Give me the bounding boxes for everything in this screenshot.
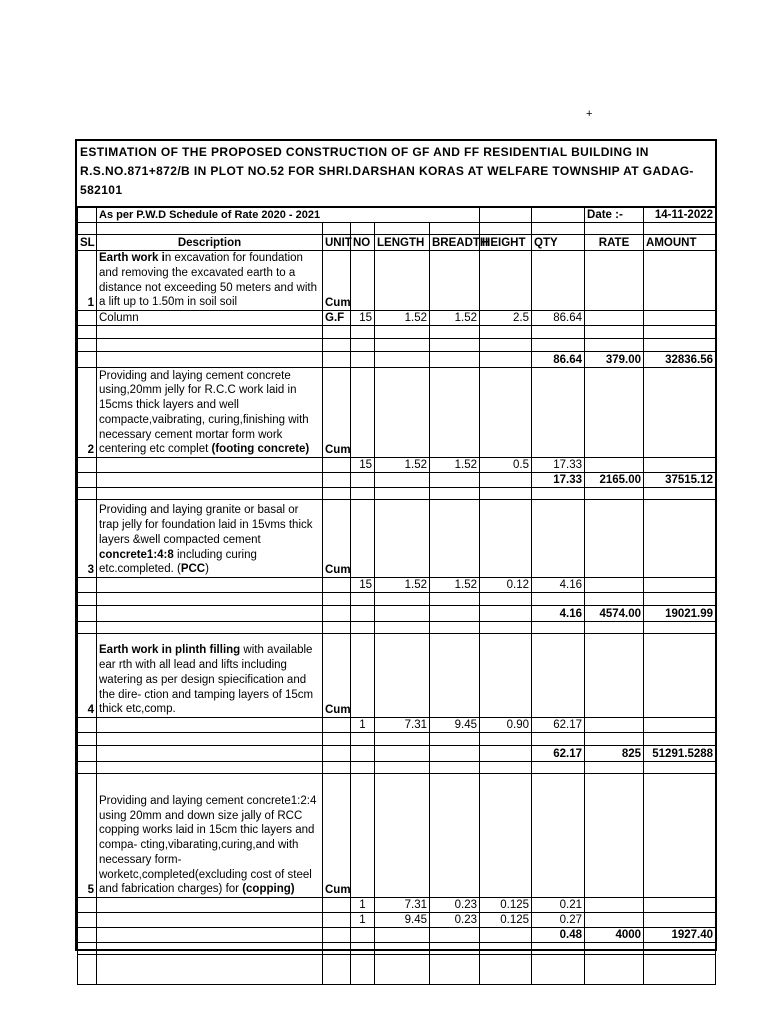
item-5-qty-1: 0.21 — [532, 898, 585, 913]
item-2-no: 15 — [351, 458, 375, 473]
item-2-desc-text: Providing and laying cement concrete using,20mm jelly for R.C.C work laid in 15cms thick layers and well compacte,vaibrating, curing,finishing with necessary cement mortar form work centering etc complet — [99, 369, 309, 456]
item-2-total-row — [78, 473, 716, 488]
item-3-no: 15 — [351, 578, 375, 593]
item-4-desc-text: with available ear rth with all lead and lifts including watering as per design spiecification and the dire- ction and tamping layers of 15cm thick etc,comp. — [99, 644, 314, 716]
item-5-breadth-1: 0.23 — [430, 898, 480, 913]
item-5-height-2: 0.125 — [480, 913, 532, 928]
item-3-total-qty: 4.16 — [532, 606, 585, 622]
item-5-description — [97, 774, 323, 898]
header-qty: QTY — [532, 235, 585, 251]
header-rate: RATE — [585, 235, 644, 251]
item-3-qty: 4.16 — [532, 578, 585, 593]
item-3-amount: 19021.99 — [644, 606, 716, 622]
item-3-breadth: 1.52 — [430, 578, 480, 593]
item-2-description — [97, 368, 323, 458]
item-4-total-row — [78, 746, 716, 762]
item-4-desc-bold: Earth work in plinth filling — [99, 644, 241, 657]
item-5-total-row — [78, 928, 716, 943]
item-2-unit: Cum — [323, 368, 351, 458]
item-1-desc-bold: Earth work i — [99, 252, 165, 265]
item-2-total-qty: 17.33 — [532, 473, 585, 488]
item-5-measure-row-1 — [78, 898, 716, 913]
item-4-length: 7.31 — [375, 718, 430, 733]
header-description: Description — [97, 235, 323, 251]
item-5-length-2: 9.45 — [375, 913, 430, 928]
plus-mark: + — [586, 108, 593, 120]
header-height: HEIGHT — [480, 235, 532, 251]
item-1-total-row — [78, 352, 716, 368]
estimate-table — [77, 207, 716, 985]
item-4-measure-row — [78, 718, 716, 733]
item-3-unit: Cum — [323, 500, 351, 578]
item-2-desc-bold: (footing concrete) — [211, 443, 310, 456]
item-5-measure-row-2 — [78, 913, 716, 928]
item-5-no-1: 1 — [351, 898, 375, 913]
item-4-breadth: 9.45 — [430, 718, 480, 733]
item-1-measure-row — [78, 311, 716, 326]
estimate-sheet — [75, 139, 717, 951]
item-3-desc-close: ) — [205, 563, 209, 576]
item-2-qty: 17.33 — [532, 458, 585, 473]
item-3-rate: 4574.00 — [585, 606, 644, 622]
item-1-sub-label: Column — [97, 311, 323, 326]
item-3-desc-bold-mix: concrete1:4:8 — [99, 548, 174, 561]
item-5-breadth-2: 0.23 — [430, 913, 480, 928]
item-2-rate: 2165.00 — [585, 473, 644, 488]
item-3-row — [78, 500, 716, 578]
item-2-amount: 37515.12 — [644, 473, 716, 488]
item-3-desc-bold-pcc: PCC — [180, 563, 206, 576]
item-2-measure-row — [78, 458, 716, 473]
header-length: LENGTH — [375, 235, 430, 251]
item-4-description — [97, 634, 323, 718]
item-4-no: 1 — [351, 718, 375, 733]
item-4-unit: Cum — [323, 634, 351, 718]
item-2-row — [78, 368, 716, 458]
item-3-length: 1.52 — [375, 578, 430, 593]
item-4-amount: 51291.5288 — [644, 746, 716, 762]
header-breadth: BREADTH — [430, 235, 480, 251]
item-5-row — [78, 774, 716, 898]
item-5-total-qty: 0.48 — [532, 928, 585, 943]
item-4-total-qty: 62.17 — [532, 746, 585, 762]
header-unit: UNIT — [323, 235, 351, 251]
item-1-desc-text: n excavation for foundation and removing the excavated earth to a distance not exceeding 50 meters and with a lift up to 1.50m in soil soil — [99, 252, 317, 309]
item-4-row — [78, 634, 716, 718]
item-5-height-1: 0.125 — [480, 898, 532, 913]
item-5-sl: 5 — [78, 774, 97, 898]
item-1-height: 2.5 — [480, 311, 532, 326]
date-value: 14-11-2022 — [644, 208, 716, 223]
header-amount: AMOUNT — [644, 235, 716, 251]
item-2-breadth: 1.52 — [430, 458, 480, 473]
item-3-desc-text: Providing and laying granite or basal or trap jelly for foundation laid in 15vms thick layers &well compacted cement — [99, 504, 313, 546]
item-1-description — [97, 251, 323, 311]
item-2-height: 0.5 — [480, 458, 532, 473]
item-1-length: 1.52 — [375, 311, 430, 326]
item-5-desc-text: Providing and laying cement concrete1:2:4 using 20mm and down size jally of RCC copping works laid in 15cm thic layers and compa- cting,vibarating,curing,and with necessary form-worketc,completed(excluding cost of steel and fabrication charges) for — [99, 795, 317, 896]
item-1-rate: 379.00 — [585, 352, 644, 368]
item-1-sl: 1 — [78, 251, 97, 311]
item-5-amount: 1927.40 — [644, 928, 716, 943]
item-3-sl: 3 — [78, 500, 97, 578]
item-4-height: 0.90 — [480, 718, 532, 733]
item-3-desc-after: including curing etc.completed. ( — [99, 548, 257, 576]
item-2-length: 1.52 — [375, 458, 430, 473]
header-no: NO — [351, 235, 375, 251]
item-5-no-2: 1 — [351, 913, 375, 928]
item-3-total-row — [78, 606, 716, 622]
item-3-description — [97, 500, 323, 578]
item-3-measure-row — [78, 578, 716, 593]
schedule-label: As per P.W.D Schedule of Rate 2020 - 2021 — [97, 208, 480, 223]
item-1-amount: 32836.56 — [644, 352, 716, 368]
item-2-sl: 2 — [78, 368, 97, 458]
page-title: ESTIMATION OF THE PROPOSED CONSTRUCTION OF GF AND FF RESIDENTIAL BUILDING IN R.S.NO.871+872/B IN PLOT NO.52 FOR SHRI.DARSHAN KORAS AT WELFARE TOWNSHIP AT GADAG-582101 — [77, 141, 715, 207]
item-5-unit: Cum — [323, 774, 351, 898]
header-sl: SL — [78, 235, 97, 251]
item-4-rate: 825 — [585, 746, 644, 762]
item-1-sub-unit: G.F — [323, 311, 351, 326]
item-1-breadth: 1.52 — [430, 311, 480, 326]
item-3-height: 0.12 — [480, 578, 532, 593]
date-label: Date :- — [585, 208, 644, 223]
item-1-no: 15 — [351, 311, 375, 326]
item-5-rate: 4000 — [585, 928, 644, 943]
item-1-row — [78, 251, 716, 311]
item-4-sl: 4 — [78, 634, 97, 718]
item-1-total-qty: 86.64 — [532, 352, 585, 368]
item-4-qty: 62.17 — [532, 718, 585, 733]
item-5-desc-bold: (copping) — [242, 883, 295, 896]
item-5-qty-2: 0.27 — [532, 913, 585, 928]
item-1-qty: 86.64 — [532, 311, 585, 326]
item-5-length-1: 7.31 — [375, 898, 430, 913]
item-1-unit: Cum — [323, 251, 351, 311]
